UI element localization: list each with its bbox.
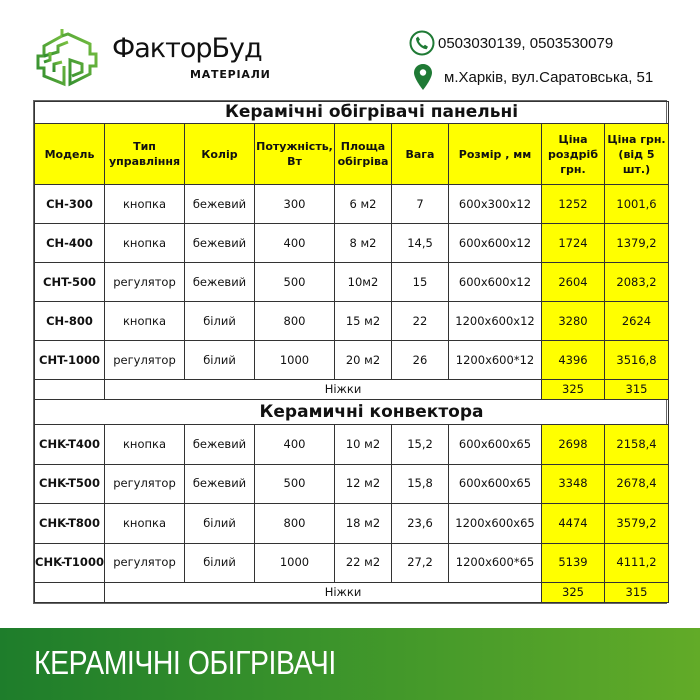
cell-color: білий <box>185 543 255 583</box>
cell-power: 500 <box>255 263 335 302</box>
contact-phone <box>408 30 613 56</box>
section-title-convectors: Керамичні конвектора <box>35 400 669 425</box>
header-weight: Вага <box>392 124 449 185</box>
cell-weight: 26 <box>392 341 449 380</box>
cell-color: білий <box>185 504 255 544</box>
cell-price-retail: 3280 <box>542 302 605 341</box>
cell-price-bulk: 1001,6 <box>605 185 669 224</box>
cell-color: бежевий <box>185 185 255 224</box>
table-row <box>35 543 669 583</box>
table-row <box>35 341 669 380</box>
table-header-row <box>35 124 669 185</box>
cell-price-retail: 2604 <box>542 263 605 302</box>
cell-weight: 14,5 <box>392 224 449 263</box>
cell-model: CHK-T1000 <box>35 543 105 583</box>
cell-price-retail: 5139 <box>542 543 605 583</box>
cell-price-bulk: 2678,4 <box>605 464 669 504</box>
cell-price-retail: 1252 <box>542 185 605 224</box>
cell-area: 20 м2 <box>335 341 392 380</box>
cell-size: 1200x600*65 <box>449 543 542 583</box>
cell-area: 12 м2 <box>335 464 392 504</box>
cell-control: кнопка <box>105 504 185 544</box>
cell-size: 1200x600x65 <box>449 504 542 544</box>
header-control-type: Тип управління <box>105 124 185 185</box>
cell-control: кнопка <box>105 425 185 465</box>
feet-row <box>35 380 669 400</box>
cell-weight: 7 <box>392 185 449 224</box>
contact-address <box>408 64 653 90</box>
table-row <box>35 185 669 224</box>
cell-control: кнопка <box>105 224 185 263</box>
phone-numbers[interactable]: 0503030139, 0503530079 <box>438 34 614 52</box>
cell-size: 600x600x65 <box>449 464 542 504</box>
cell-color: бежевий <box>185 464 255 504</box>
cell-price-bulk: 2158,4 <box>605 425 669 465</box>
cell-price-bulk: 2624 <box>605 302 669 341</box>
cell-area: 22 м2 <box>335 543 392 583</box>
cell-color: білий <box>185 302 255 341</box>
address-text: м.Харків, вул.Саратовська, 51 <box>444 68 654 86</box>
table-row <box>35 464 669 504</box>
header-price-retail: Ціна роздріб грн. <box>542 124 605 185</box>
cell-control: кнопка <box>105 302 185 341</box>
cell-color: бежевий <box>185 224 255 263</box>
cell-price-retail: 4396 <box>542 341 605 380</box>
cell-power: 500 <box>255 464 335 504</box>
cell-model: CH-300 <box>35 185 105 224</box>
cell-color: бежевий <box>185 263 255 302</box>
cell-control: кнопка <box>105 185 185 224</box>
cell-area: 10 м2 <box>335 425 392 465</box>
cell-empty <box>35 380 105 400</box>
cell-model: CHK-T400 <box>35 425 105 465</box>
cell-weight: 27,2 <box>392 543 449 583</box>
cell-area: 15 м2 <box>335 302 392 341</box>
cell-power: 400 <box>255 425 335 465</box>
feet-label: Ніжки <box>105 583 542 603</box>
section-title-panels: Керамічні обігрівачі панельні <box>35 102 669 124</box>
cell-price-retail: 2698 <box>542 425 605 465</box>
cell-color: білий <box>185 341 255 380</box>
cell-power: 800 <box>255 504 335 544</box>
page-header <box>0 0 700 98</box>
section-title-row <box>35 400 669 425</box>
feet-price-bulk: 315 <box>605 583 669 603</box>
header-heating-area: Площа обігріва <box>335 124 392 185</box>
cell-model: CH-400 <box>35 224 105 263</box>
cell-weight: 15 <box>392 263 449 302</box>
cell-price-bulk: 3579,2 <box>605 504 669 544</box>
feet-label: Ніжки <box>105 380 542 400</box>
cell-control: регулятор <box>105 464 185 504</box>
brand-subtitle: МАТЕРІАЛИ <box>190 68 271 81</box>
cell-weight: 15,2 <box>392 425 449 465</box>
cell-size: 1200x600*12 <box>449 341 542 380</box>
table-row <box>35 263 669 302</box>
cell-control: регулятор <box>105 341 185 380</box>
cell-power: 300 <box>255 185 335 224</box>
cell-power: 800 <box>255 302 335 341</box>
feet-price-retail: 325 <box>542 380 605 400</box>
footer-banner <box>0 628 700 700</box>
header-size: Розмір , мм <box>449 124 542 185</box>
feet-price-bulk: 315 <box>605 380 669 400</box>
cell-weight: 15,8 <box>392 464 449 504</box>
cell-price-retail: 4474 <box>542 504 605 544</box>
cell-model: CH-800 <box>35 302 105 341</box>
header-price-bulk: Ціна грн. (від 5 шт.) <box>605 124 669 185</box>
cell-empty <box>35 583 105 603</box>
cell-size: 600x600x65 <box>449 425 542 465</box>
cell-model: CHT-500 <box>35 263 105 302</box>
map-pin-icon <box>412 63 434 91</box>
cell-price-bulk: 4111,2 <box>605 543 669 583</box>
header-color: Колір <box>185 124 255 185</box>
header-power: Потужність, Вт <box>255 124 335 185</box>
cell-price-bulk: 3516,8 <box>605 341 669 380</box>
brand-name: ФакторБуд <box>112 33 262 64</box>
cell-size: 600x600x12 <box>449 263 542 302</box>
header-model: Модель <box>35 124 105 185</box>
footer-title: КЕРАМІЧНІ ОБІГРІВАЧІ <box>34 644 336 681</box>
cell-size: 600x600x12 <box>449 224 542 263</box>
cell-power: 1000 <box>255 341 335 380</box>
cell-area: 8 м2 <box>335 224 392 263</box>
table-row <box>35 425 669 465</box>
table-row <box>35 504 669 544</box>
cell-price-retail: 3348 <box>542 464 605 504</box>
cell-area: 6 м2 <box>335 185 392 224</box>
cell-model: CHT-1000 <box>35 341 105 380</box>
cell-power: 1000 <box>255 543 335 583</box>
cell-area: 10м2 <box>335 263 392 302</box>
cell-color: бежевий <box>185 425 255 465</box>
cell-model: CHK-T800 <box>35 504 105 544</box>
cell-price-retail: 1724 <box>542 224 605 263</box>
cell-control: регулятор <box>105 263 185 302</box>
cell-weight: 23,6 <box>392 504 449 544</box>
cell-size: 1200x600x12 <box>449 302 542 341</box>
cell-power: 400 <box>255 224 335 263</box>
cell-model: CHK-T500 <box>35 464 105 504</box>
phone-icon <box>408 29 436 57</box>
cell-price-bulk: 2083,2 <box>605 263 669 302</box>
table-row <box>35 302 669 341</box>
house-outline-logo-icon <box>32 26 102 88</box>
cell-control: регулятор <box>105 543 185 583</box>
cell-area: 18 м2 <box>335 504 392 544</box>
table-row <box>35 224 669 263</box>
feet-price-retail: 325 <box>542 583 605 603</box>
cell-price-bulk: 1379,2 <box>605 224 669 263</box>
cell-size: 600x300x12 <box>449 185 542 224</box>
cell-weight: 22 <box>392 302 449 341</box>
price-table <box>33 100 667 604</box>
section-title-row <box>35 102 669 124</box>
feet-row <box>35 583 669 603</box>
